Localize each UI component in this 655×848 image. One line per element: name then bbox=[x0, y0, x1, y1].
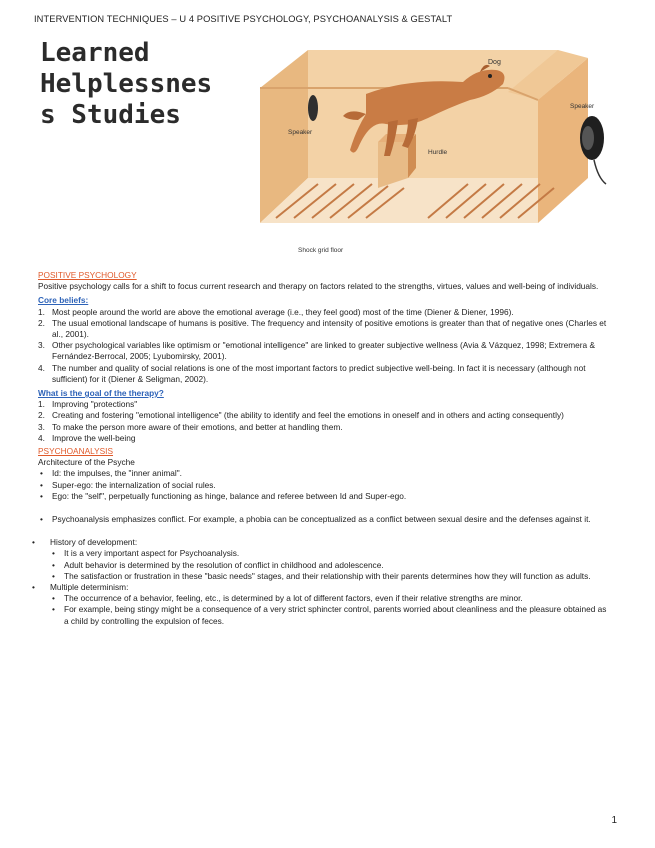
list-item: • History of development: bbox=[38, 537, 610, 548]
development-list bbox=[38, 537, 610, 548]
list-item: • Id: the impulses, the "inner animal". bbox=[38, 468, 610, 479]
list-item: • Ego: the "self", perpetually functioning as hinge, balance and referee between Id and Super-ego. bbox=[38, 491, 610, 502]
psyche-list bbox=[38, 468, 610, 502]
list-item: 1. Improving "protections" bbox=[38, 399, 138, 410]
page-number: 1 bbox=[611, 815, 617, 826]
label-speaker-right: Speaker bbox=[570, 103, 595, 110]
list-item: • Adult behavior is determined by the resolution of conflict in childhood and adolescence. bbox=[38, 560, 610, 571]
list-item: 3. To make the person more aware of their emotions, and better at handling them. bbox=[38, 421, 343, 432]
core-beliefs-list bbox=[38, 307, 610, 385]
label-speaker-left: Speaker bbox=[288, 129, 313, 136]
psychoanalysis-heading: PSYCHOANALYSIS bbox=[38, 446, 114, 457]
slide-title bbox=[40, 38, 212, 131]
left-speaker-icon bbox=[308, 95, 318, 121]
label-floor: Shock grid floor bbox=[298, 247, 344, 254]
list-item: 3. Other psychological variables like optimism or "emotional intelligence" are linked to greater subjective wellness (Avia & Vázquez, 1998; Extremera & Fernández-Berrocal, 2005; Lyubomirsky, 2001). bbox=[38, 340, 595, 362]
positive-intro: Positive psychology calls for a shift to focus current research and therapy on factors related to the strengths, virtues, values and well-being of individuals. bbox=[38, 281, 599, 292]
list-item: 2. Creating and fostering "emotional intelligence" (the ability to identify and feel the emotions in oneself and in others and acting consequently) bbox=[38, 410, 564, 421]
determinism-sublist bbox=[38, 593, 610, 627]
list-item: • Super-ego: the internalization of social rules. bbox=[38, 480, 610, 491]
therapy-goal-heading: What is the goal of the therapy? bbox=[38, 388, 164, 399]
title-line-3: s Studies bbox=[40, 100, 181, 130]
box-floor bbox=[260, 178, 558, 223]
therapy-goal-list bbox=[38, 399, 610, 444]
list-item: 4. The number and quality of social relations is one of the most important factors to predict subjective well-being. In fact it is necessary (although not sufficient) for it (Diener & Seligman, 2002). bbox=[38, 362, 586, 384]
list-item: 4. Improve the well-being bbox=[38, 432, 136, 443]
title-line-2: Helplessnes bbox=[40, 69, 213, 99]
list-item: 1. Most people around the world are above the emotional average (i.e., they feel good) most of the time (Diener & Diener, 1996). bbox=[38, 306, 514, 317]
shuttle-box-illustration bbox=[258, 38, 618, 270]
list-item: • Multiple determinism: bbox=[38, 582, 610, 593]
label-dog: Dog bbox=[488, 59, 501, 66]
document-body bbox=[38, 268, 610, 627]
positive-psychology-heading: POSITIVE PSYCHOLOGY bbox=[38, 270, 137, 280]
conflict-list bbox=[38, 514, 610, 525]
list-item: • For example, being stingy might be a consequence of a very strict sphincter control, parents worried about cleanliness and the pleasure obtained as a child by controlling the expulsion of feces. bbox=[38, 604, 610, 626]
list-item: 2. The usual emotional landscape of humans is positive. The frequency and intensity of positive emotions is greater than that of negative ones (Charles et al., 2001). bbox=[38, 317, 607, 340]
core-beliefs-heading: Core beliefs: bbox=[38, 295, 89, 306]
architecture-label: Architecture of the Psyche bbox=[38, 457, 135, 468]
history-sublist bbox=[38, 548, 610, 582]
label-hurdle: Hurdle bbox=[428, 149, 448, 156]
list-item: • It is a very important aspect for Psychoanalysis. bbox=[38, 548, 610, 559]
list-item: • The satisfaction or frustration in these "basic needs" stages, and their relationship with their parents determines how they will function as adults. bbox=[38, 571, 610, 582]
list-item: • The occurrence of a behavior, feeling, etc., is determined by a lot of different factors, even if their relative strengths are minor. bbox=[38, 593, 610, 604]
title-line-1: Learned bbox=[40, 38, 150, 68]
determinism-list bbox=[38, 582, 610, 593]
running-header: INTERVENTION TECHNIQUES – U 4 POSITIVE PSYCHOLOGY, PSYCHOANALYSIS & GESTALT bbox=[34, 14, 453, 24]
list-item: • Psychoanalysis emphasizes conflict. For example, a phobia can be conceptualized as a conflict between sexual desire and the defenses against it. bbox=[38, 514, 610, 525]
